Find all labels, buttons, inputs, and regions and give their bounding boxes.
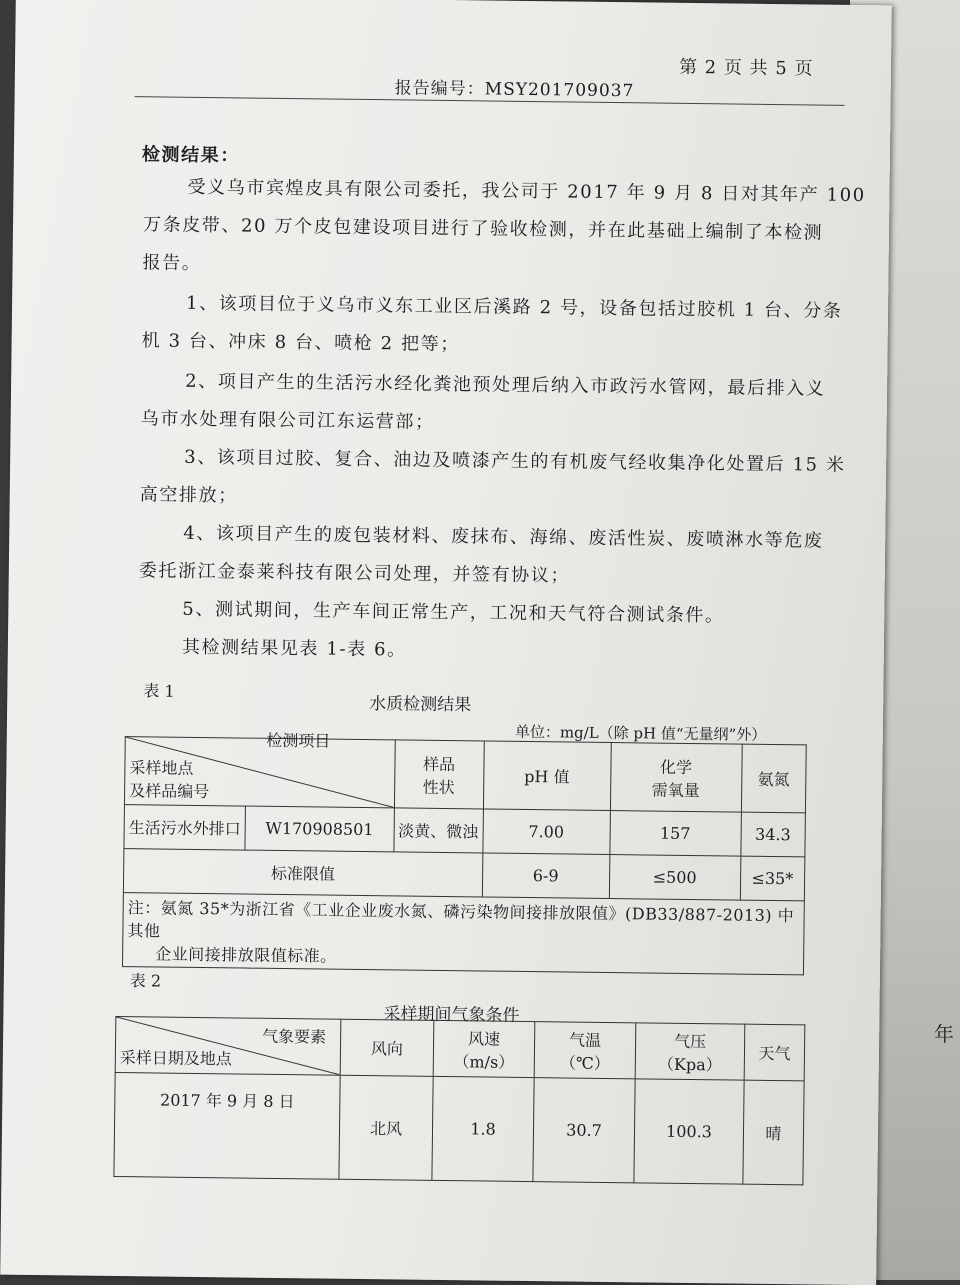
text-line: 2、项目产生的生活污水经化粪池预处理后纳入市政污水管网，最后排入义 <box>185 370 826 400</box>
note-line: 注：氨氮 35*为浙江省《工业企业废水氮、磷污染物间接排放限值》(DB33/887-2013) 中其他 <box>127 898 795 941</box>
header-text: 需氧量 <box>651 780 700 800</box>
header-text: 化学 <box>659 757 693 777</box>
corner-top-label: 检测项目 <box>266 730 331 751</box>
background-page-glyph: 年 <box>934 1022 954 1046</box>
col-nh3-header: 氨氮 <box>741 744 806 813</box>
header-text: 气温 <box>568 1030 602 1050</box>
cell-ph: 7.00 <box>482 809 610 855</box>
cell-location: 生活污水外排口 <box>124 805 246 850</box>
header-text: 风速 <box>468 1028 501 1049</box>
header-text: 气压 <box>673 1031 707 1051</box>
cell-weather: 晴 <box>743 1080 804 1185</box>
table-header-row <box>124 737 806 813</box>
text-line: 报告。 <box>142 252 202 274</box>
page-info: 第 2 页 共 5 页 <box>678 56 814 80</box>
cell-limit-cod: ≤500 <box>609 855 741 901</box>
table1-label: 表 1 <box>143 681 175 701</box>
cell-pressure: 100.3 <box>634 1079 744 1184</box>
text-line: 乌市水处理有限公司江东运营部； <box>140 408 435 433</box>
weather-table <box>113 1016 805 1185</box>
text-line: 5、测试期间，生产车间正常生产，工况和天气符合测试条件。 <box>182 598 725 627</box>
table1-note <box>122 893 804 975</box>
report-number: 报告编号：MSY201709037 <box>394 78 635 102</box>
text-line: 机 3 台、冲床 8 台、喷枪 2 把等； <box>141 330 461 356</box>
col-wind-speed-header <box>433 1020 535 1077</box>
header-text: 样品 <box>422 754 456 774</box>
table2-title: 采样期间气象条件 <box>383 1004 520 1026</box>
table2-label: 表 2 <box>129 971 162 991</box>
col-ph-header: pH 值 <box>483 741 611 811</box>
table-row <box>114 1072 804 1184</box>
table1-title: 水质检测结果 <box>369 694 472 716</box>
col-sample-header <box>394 740 484 809</box>
table1-corner-cell <box>124 730 394 808</box>
col-weather-header: 天气 <box>744 1024 805 1081</box>
col-cod-header <box>610 743 742 813</box>
col-pressure-header <box>635 1023 745 1080</box>
text-line: 受义乌市宾煌皮具有限公司委托，我公司于 2017 年 9 月 8 日对其年产 100 <box>187 176 866 207</box>
table2-corner-cell <box>115 1016 341 1075</box>
summary-line: 其检测结果见表 1-表 6。 <box>181 636 407 661</box>
corner-bottom-label: 采样日期及地点 <box>119 1047 233 1068</box>
text-line: 高空排放； <box>139 484 238 507</box>
corner-bottom-label-2: 及样品编号 <box>129 781 210 802</box>
note-line: 企业间接排放限值标准。 <box>155 944 337 966</box>
cell-wind-speed: 1.8 <box>432 1076 534 1181</box>
table1-unit: 单位：mg/L（除 pH 值“无量纲”外） <box>514 722 767 744</box>
cell-cod: 157 <box>609 811 741 857</box>
results-title: 检测结果： <box>141 144 241 167</box>
corner-bottom-label-1: 采样地点 <box>129 758 194 778</box>
table-note-row <box>122 893 804 975</box>
header-text: （m/s） <box>453 1051 515 1072</box>
cell-sample-id: W170908501 <box>245 806 394 852</box>
cell-nh3: 34.3 <box>740 812 805 857</box>
cell-limit-nh3: ≤35* <box>740 856 805 901</box>
cell-wind-dir: 北风 <box>339 1075 433 1180</box>
text-line: 万条皮带、20 万个皮包建设项目进行了验收检测，并在此基础上编制了本检测 <box>142 214 824 244</box>
table-header-row <box>115 1016 805 1080</box>
cell-date: 2017 年 9 月 8 日 <box>114 1072 340 1179</box>
col-wind-dir-header: 风向 <box>340 1019 434 1076</box>
text-line: 3、该项目过胶、复合、油边及喷漆产生的有机废气经收集净化处置后 15 米 <box>184 446 846 476</box>
header-text: 性状 <box>422 777 455 797</box>
text-line: 1、该项目位于义乌市义东工业区后溪路 2 号，设备包括过胶机 1 台、分条 <box>185 292 843 322</box>
cell-temp: 30.7 <box>533 1078 635 1183</box>
header-text: （Kpa） <box>657 1054 722 1074</box>
text-line: 4、该项目产生的废包装材料、废抹布、海绵、废活性炭、废喷淋水等危废 <box>183 522 824 552</box>
cell-appearance: 淡黄、微浊 <box>393 808 483 853</box>
header-text: （℃） <box>559 1052 610 1073</box>
corner-top-label: 气象要素 <box>262 1026 327 1047</box>
text-line: 委托浙江金泰莱科技有限公司处理，并签有协议； <box>138 560 571 587</box>
cell-limit-label: 标准限值 <box>123 849 482 897</box>
col-temp-header <box>534 1022 636 1079</box>
cell-limit-ph: 6-9 <box>482 853 610 899</box>
